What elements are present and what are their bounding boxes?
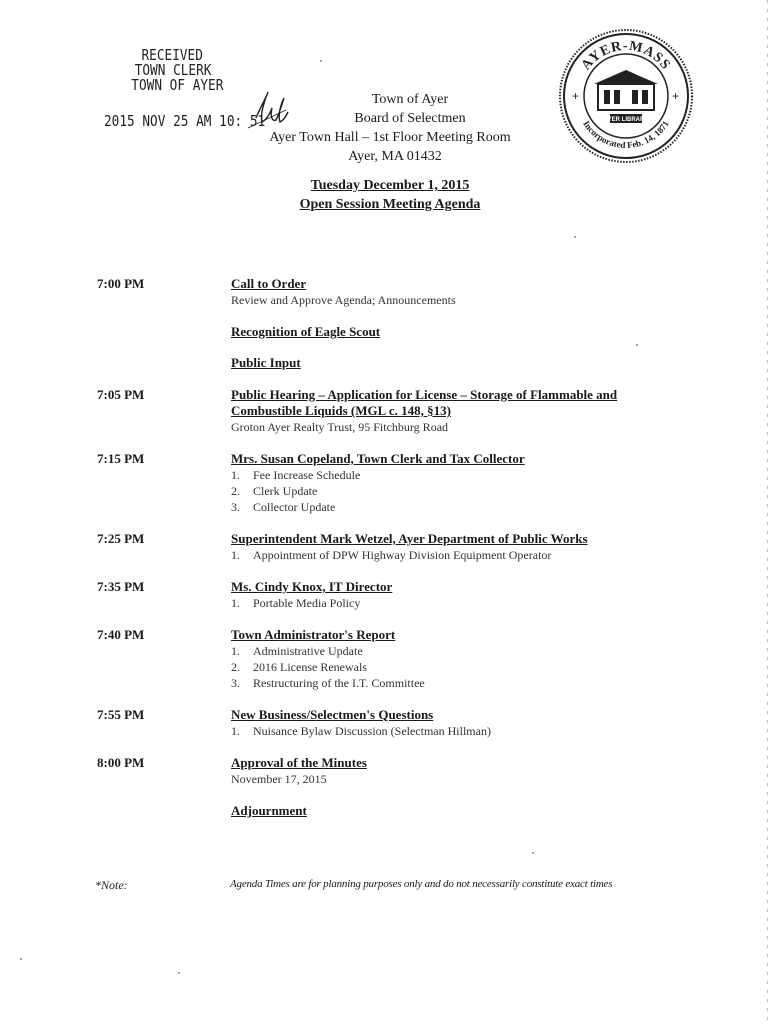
- scan-edge: [767, 0, 768, 1024]
- town-name: Town of Ayer: [371, 92, 449, 107]
- scan-speck: [574, 236, 576, 238]
- svg-text:AYER-MASS: AYER-MASS: [578, 38, 674, 74]
- board-name: Board of Selectmen: [354, 111, 466, 126]
- agenda-name: Open Session Meeting Agenda: [299, 197, 481, 212]
- scan-speck: [20, 958, 22, 960]
- agenda-detail: Groton Ayer Realty Trust, 95 Fitchburg Road: [231, 420, 449, 434]
- agenda-time: 7:05 PM: [97, 387, 145, 402]
- agenda-time: 7:35 PM: [97, 579, 145, 594]
- list-item: 3. Restructuring of the I.T. Committee: [231, 676, 425, 690]
- agenda-title: [230, 176, 550, 214]
- note-text: Agenda Times are for planning purposes only and do not necessarily constitute exact times: [230, 878, 613, 890]
- agenda-heading: Public Hearing – Application for License – Storage of Flammable and Combustible Liquids (MGL c. 148, §13): [231, 387, 618, 418]
- scan-speck: [320, 60, 322, 62]
- received-stamp: [133, 48, 223, 93]
- agenda-heading: Public Input: [231, 355, 301, 370]
- list-item: 1. Appointment of DPW Highway Division Equipment Operator: [231, 548, 552, 562]
- agenda-heading: New Business/Selectmen's Questions: [231, 707, 434, 722]
- scan-speck: [532, 852, 534, 854]
- agenda-heading: Call to Order: [231, 276, 307, 291]
- stamp-town-clerk: TOWN CLERK: [134, 61, 212, 79]
- agenda-heading: Superintendent Mark Wetzel, Ayer Department of Public Works: [231, 531, 588, 546]
- list-item: 2. Clerk Update: [231, 484, 318, 498]
- list-item: 1. Fee Increase Schedule: [231, 468, 361, 482]
- town-seal-logo: [558, 28, 694, 164]
- scan-speck: [178, 972, 180, 974]
- agenda-time: 7:25 PM: [97, 531, 145, 546]
- agenda-time: 8:00 PM: [97, 755, 145, 770]
- svg-text:Incorporated Feb. 14, 1871: Incorporated Feb. 14, 1871: [581, 118, 671, 151]
- svg-text:+: +: [672, 89, 680, 103]
- agenda-heading: Adjournment: [231, 803, 307, 818]
- agenda-time: 7:55 PM: [97, 707, 145, 722]
- list-item: 1. Portable Media Policy: [231, 596, 361, 610]
- agenda-heading: Town Administrator's Report: [231, 627, 396, 642]
- list-item: 1. Nuisance Bylaw Discussion (Selectman Hillman): [231, 724, 491, 738]
- agenda-detail: Review and Approve Agenda; Announcements: [231, 293, 456, 307]
- meeting-date: Tuesday December 1, 2015: [310, 178, 470, 193]
- meeting-address: Ayer, MA 01432: [348, 149, 442, 164]
- stamp-received: RECEIVED: [141, 46, 203, 64]
- stamp-datetime: 2015 NOV 25 AM 10: 51: [104, 112, 266, 130]
- agenda-time: 7:15 PM: [97, 451, 145, 466]
- agenda-heading: Recognition of Eagle Scout: [231, 324, 381, 339]
- meeting-header: [240, 90, 540, 166]
- agenda-heading: Approval of the Minutes: [231, 755, 367, 770]
- agenda-heading: Ms. Cindy Knox, IT Director: [231, 579, 393, 594]
- agenda-time: 7:00 PM: [97, 276, 145, 291]
- agenda-heading: Mrs. Susan Copeland, Town Clerk and Tax Collector: [231, 451, 525, 466]
- svg-text:+: +: [572, 89, 580, 103]
- list-item: 2. 2016 License Renewals: [231, 660, 367, 674]
- stamp-town-of-ayer: TOWN OF AYER: [131, 76, 224, 94]
- scan-speck: [636, 344, 638, 346]
- svg-text:AYER LIBRARY: AYER LIBRARY: [603, 117, 649, 123]
- agenda-time: 7:40 PM: [97, 627, 145, 642]
- list-item: 1. Administrative Update: [231, 644, 363, 658]
- meeting-location: Ayer Town Hall – 1st Floor Meeting Room: [269, 130, 511, 145]
- agenda-detail: November 17, 2015: [231, 772, 327, 786]
- note-label: *Note:: [95, 878, 128, 892]
- list-item: 3. Collector Update: [231, 500, 336, 514]
